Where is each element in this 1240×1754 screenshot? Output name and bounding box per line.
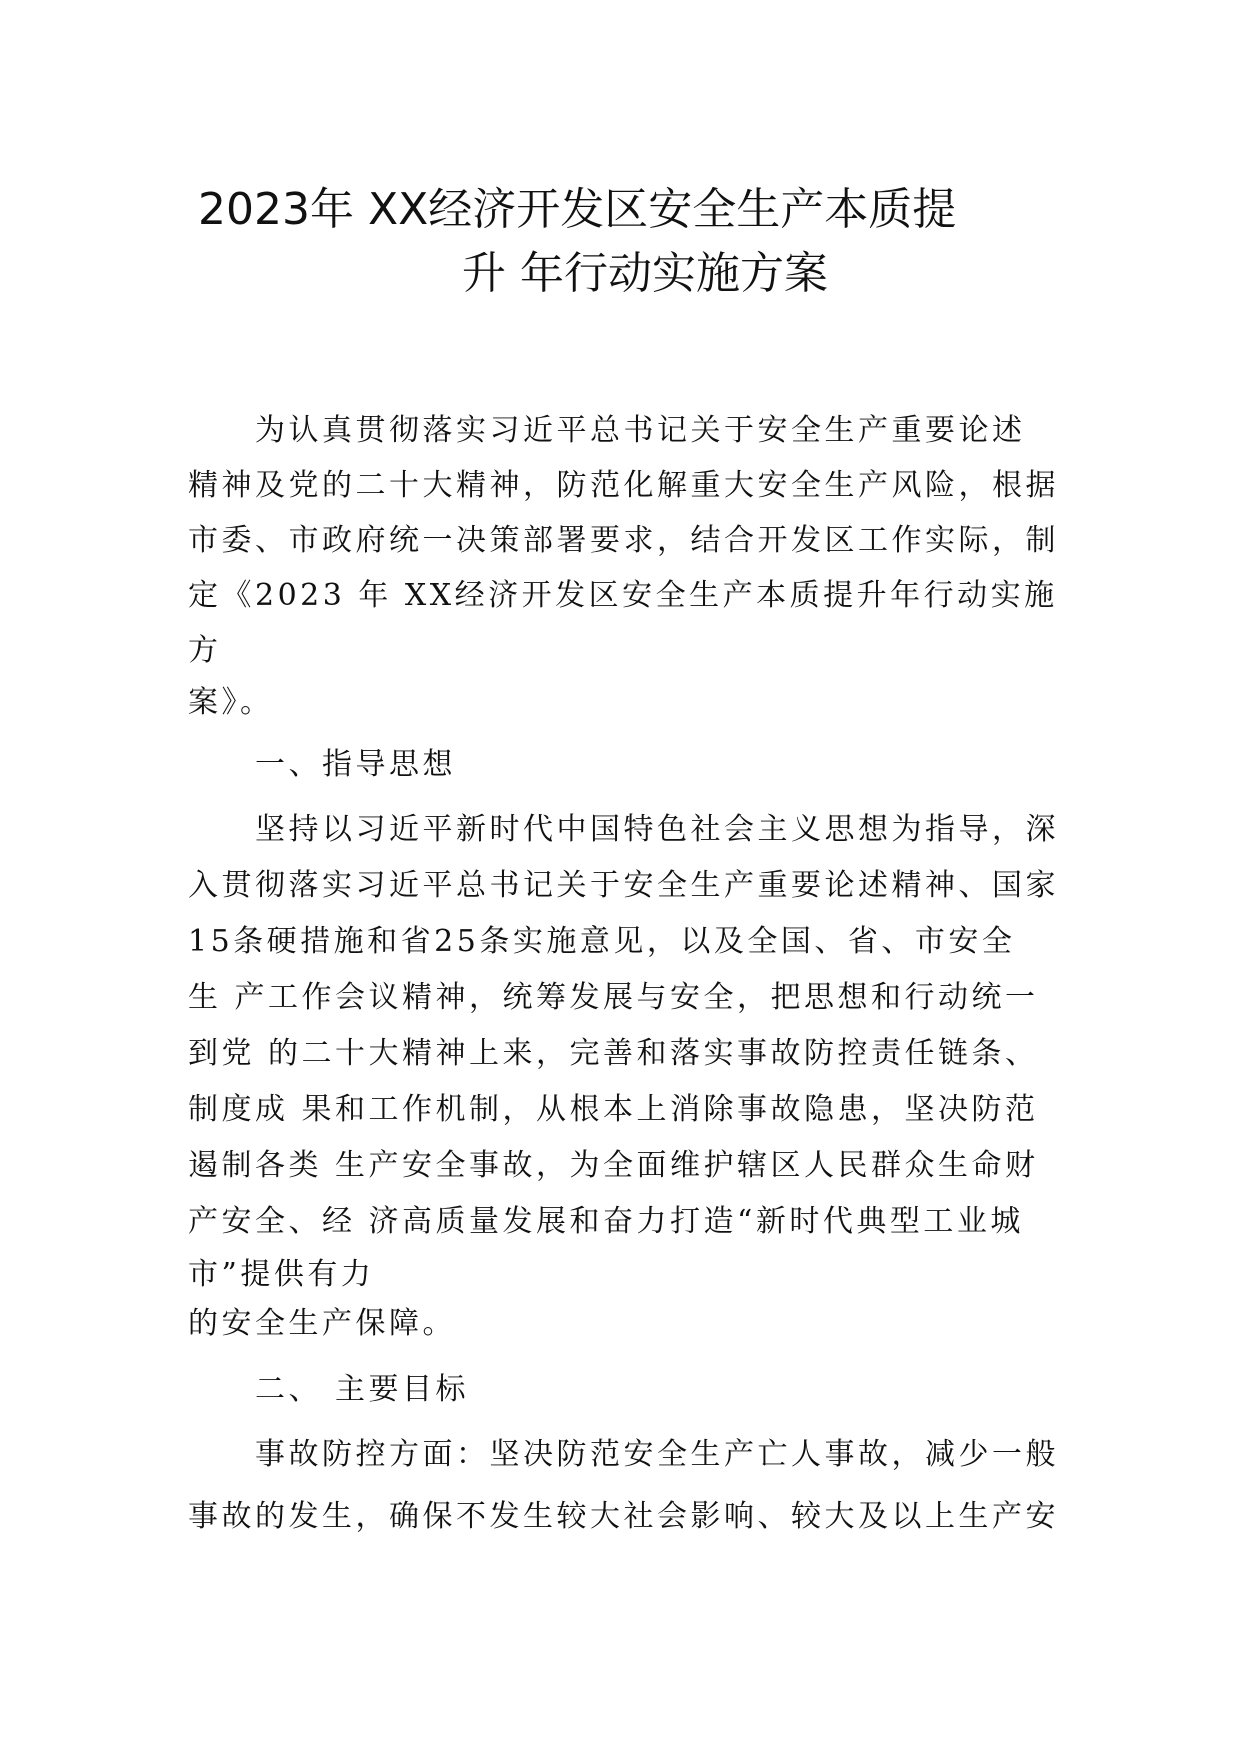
body-line: 入贯彻落实习近平总书记关于安全生产重要论述精神、国家 xyxy=(188,868,1059,903)
title-line-1: 2023年 XX经济开发区安全生产本质提 xyxy=(198,184,957,235)
body-line: 为认真贯彻落实习近平总书记关于安全生产重要论述 xyxy=(255,413,1026,448)
section-heading: 一、指导思想 xyxy=(255,747,456,782)
body-line: 精神及党的二十大精神，防范化解重大安全生产风险，根据 xyxy=(188,468,1059,503)
body-line: 事故的发生，确保不发生较大社会影响、较大及以上生产安 xyxy=(188,1499,1059,1534)
body-line: 定《2023 年 XX经济开发区安全生产本质提升年行动实施 xyxy=(188,578,1058,613)
body-line: 遏制各类 生产安全事故，为全面维护辖区人民群众生命财 xyxy=(188,1148,1039,1183)
body-line: 市”提供有力 xyxy=(188,1257,375,1292)
body-line: 产安全、经 济高质量发展和奋力打造“新时代典型工业城 xyxy=(188,1204,1024,1239)
body-line: 市委、市政府统一决策部署要求，结合开发区工作实际，制 xyxy=(188,523,1059,558)
body-line: 生 产工作会议精神，统筹发展与安全，把思想和行动统一 xyxy=(188,980,1039,1015)
body-line: 事故防控方面：坚决防范安全生产亡人事故，减少一般 xyxy=(255,1437,1059,1472)
body-line: 坚持以习近平新时代中国特色社会主义思想为指导，深 xyxy=(255,812,1059,847)
body-line: 案》。 xyxy=(188,685,274,720)
body-line: 15条硬措施和省25条实施意见，以及全国、省、市安全 xyxy=(188,924,1016,959)
section-heading: 二、 主要目标 xyxy=(255,1372,470,1407)
body-line: 到党 的二十大精神上来，完善和落实事故防控责任链条、 xyxy=(188,1036,1039,1071)
body-line: 方 xyxy=(188,633,222,668)
title-line-2: 升 年行动实施方案 xyxy=(462,248,828,299)
body-line: 制度成 果和工作机制，从根本上消除事故隐患，坚决防范 xyxy=(188,1092,1039,1127)
body-line: 的安全生产保障。 xyxy=(188,1306,456,1341)
